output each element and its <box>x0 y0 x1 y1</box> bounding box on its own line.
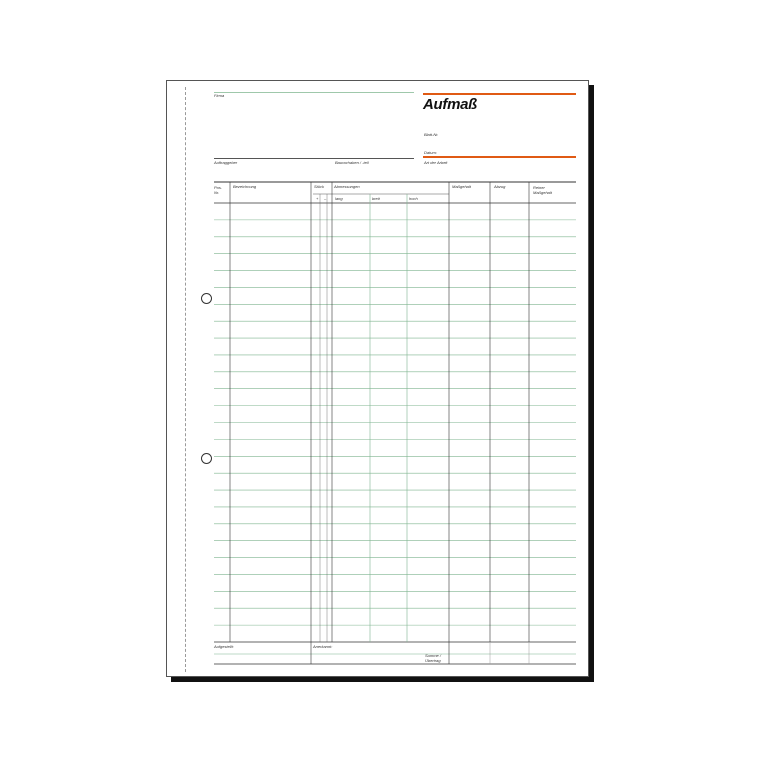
col-plus: + <box>316 196 319 201</box>
art-label: Art der Arbeit <box>424 160 448 165</box>
col-lang: lang <box>335 196 343 201</box>
anerkannt-label: Anerkannt: <box>313 644 333 649</box>
col-reiner-massgehalt: Reiner Maßgehalt <box>533 185 552 195</box>
form-sheet <box>166 80 589 677</box>
col-abzug: Abzug <box>494 184 506 189</box>
col-bezeichnung: Bezeichnung <box>233 184 257 189</box>
col-abmessungen: Abmessungen <box>334 184 360 189</box>
blatt-label: Blatt-Nr. <box>424 132 439 137</box>
table-grid <box>167 81 590 678</box>
col-massgehalt: Maßgehalt <box>452 184 471 189</box>
datum-label: Datum: <box>424 150 437 155</box>
col-stueck: Stück <box>314 184 325 189</box>
bauvorhaben-label: Bauvorhaben / -teil <box>335 160 369 165</box>
auftraggeber-label: Auftraggeber <box>214 160 238 165</box>
col-breit: breit <box>372 196 380 201</box>
firma-label: Firma <box>214 93 225 98</box>
summe-label: Summe / Übertrag <box>425 653 442 663</box>
form-title: Aufmaß <box>423 96 478 113</box>
col-minus: – <box>324 196 327 201</box>
col-hoch: hoch <box>409 196 418 201</box>
col-pos: Pos. Nr. <box>214 185 223 195</box>
aufgestellt-label: Aufgestellt: <box>214 644 234 649</box>
